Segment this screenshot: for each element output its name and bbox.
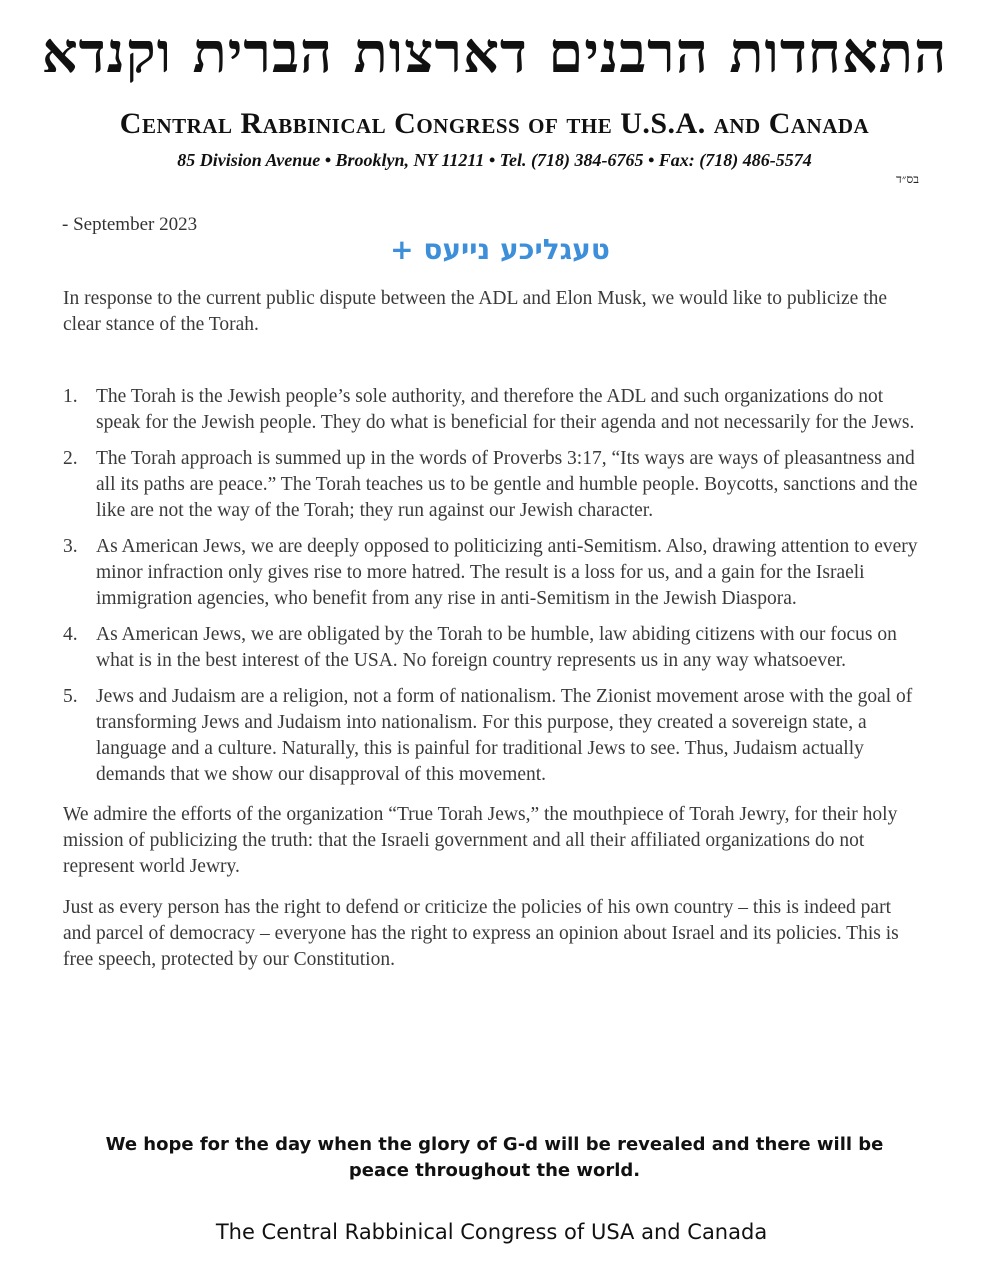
list-item	[63, 622, 923, 674]
point-number: 1.	[63, 386, 78, 407]
list-item	[63, 384, 923, 436]
point-number: 2.	[63, 448, 78, 469]
list-item	[63, 684, 923, 788]
point-number: 4.	[63, 624, 78, 645]
intro-paragraph: In response to the current public dispute between the ADL and Elon Musk, we would like to publicize the clear stance of the Torah.	[63, 288, 888, 335]
closing-statement: We hope for the day when the glory of G-d will be revealed and there will be peace throughout the world.	[105, 1134, 884, 1181]
letter-body	[63, 286, 923, 988]
free-speech-paragraph: Just as every person has the right to defend or criticize the policies of his own country – this is indeed part and parcel of democracy – everyone has the right to express an opinion about Israel and its policies. This is free speech, protected by our Constitution.	[63, 897, 899, 970]
point-text: Jews and Judaism are a religion, not a form of nationalism. The Zionist movement arose with the goal of transforming Jews and Judaism into nationalism. For this purpose, they created a sovereign state, a language and a culture. Naturally, this is painful for traditional Jews to see. Thus, Judaism actually demands that we show our disapproval of this movement.	[96, 686, 913, 785]
english-letterhead-title: Central Rabbinical Congress of the U.S.A. and Canada	[119, 107, 870, 140]
hebrew-letterhead-title: התאחדות הרבנים דארצות הברית וקנדא	[41, 20, 948, 86]
point-number: 3.	[63, 536, 78, 557]
bsd-mark: בס״ד	[896, 172, 919, 186]
list-item	[63, 446, 923, 524]
points-list	[63, 384, 923, 788]
point-text: The Torah is the Jewish people’s sole authority, and therefore the ADL and such organizations do not speak for the Jewish people. They do what is beneficial for their agenda and not necessarily for the Jews.	[96, 386, 915, 433]
letterhead-address: 85 Division Avenue • Brooklyn, NY 11211 • Tel. (718) 384-6765 • Fax: (718) 486-5574	[177, 150, 812, 170]
news-watermark: טעגליכע נייעס +	[390, 233, 610, 266]
point-text: As American Jews, we are deeply opposed to politicizing anti-Semitism. Also, drawing attention to every minor infraction only gives rise to more hatred. The result is a loss for us, and a gain for the Israeli immigration agencies, who benefit from any rise in anti-Semitism in the Jewish Diaspora.	[96, 536, 918, 609]
list-item	[63, 534, 923, 612]
signature-line: The Central Rabbinical Congress of USA and Canada	[215, 1220, 768, 1244]
point-number: 5.	[63, 686, 78, 707]
point-text: As American Jews, we are obligated by the Torah to be humble, law abiding citizens with our focus on what is in the best interest of the USA. No foreign country represents us in any way whatsoever.	[96, 624, 897, 671]
admire-paragraph: We admire the efforts of the organization “True Torah Jews,” the mouthpiece of Torah Jewry, for their holy mission of publicizing the truth: that the Israeli government and all their affiliated organizations do not represent world Jewry.	[63, 804, 898, 877]
point-text: The Torah approach is summed up in the words of Proverbs 3:17, “Its ways are ways of pleasantness and all its paths are peace.” The Torah teaches us to be gentle and humble people. Boycotts, sanctions and the like are not the way of the Torah; they run against our Jewish character.	[96, 448, 918, 521]
letter-date: - September 2023	[62, 214, 198, 235]
